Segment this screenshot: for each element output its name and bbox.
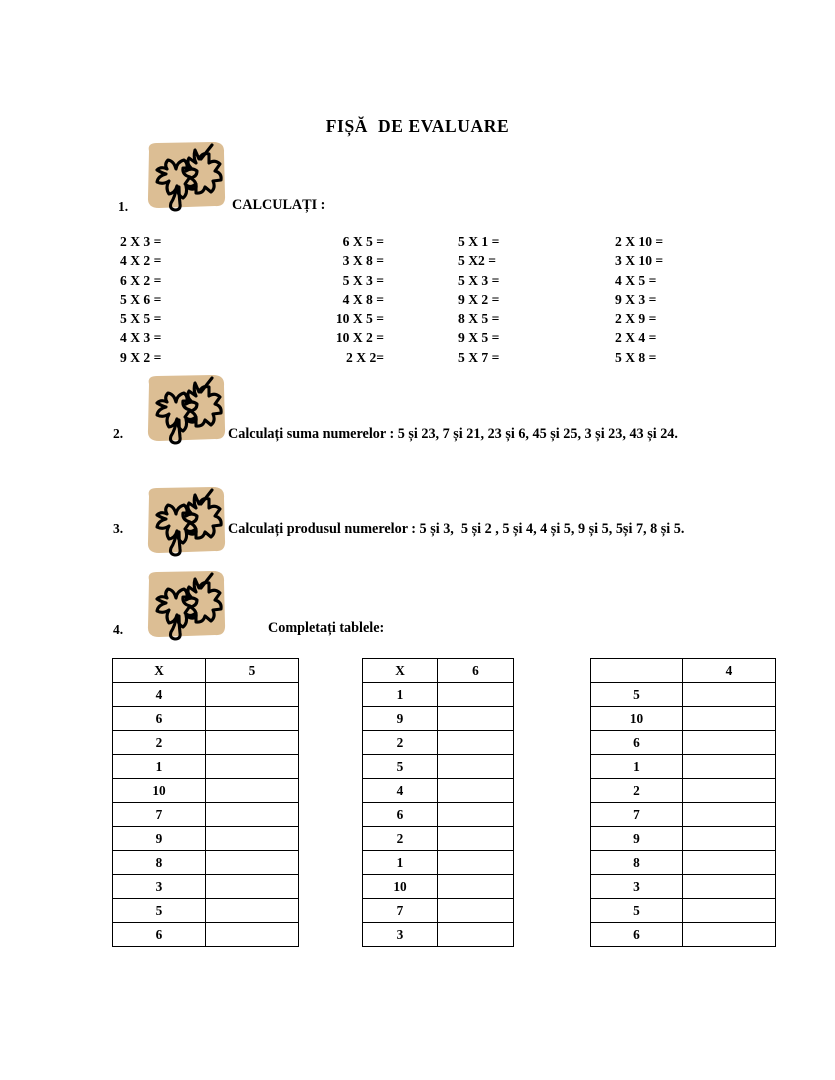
table-row <box>591 683 776 707</box>
autumn-leaves-icon <box>139 372 231 446</box>
table-row <box>591 875 776 899</box>
table-header-operand <box>591 659 683 683</box>
table-row <box>113 731 299 755</box>
table-cell-operand: 2 <box>591 779 683 803</box>
table-cell-answer[interactable] <box>438 827 514 851</box>
exercise-number-2: 2. <box>113 426 124 441</box>
table-cell-operand: 9 <box>113 827 206 851</box>
table-cell-operand: 5 <box>591 899 683 923</box>
table-header-multiplier: 6 <box>438 659 514 683</box>
table-row <box>363 875 514 899</box>
table-cell-operand: 1 <box>363 683 438 707</box>
exercise-prompt-2: Calculați suma numerelor : 5 și 23, 7 și 21, 23 și 6, 45 și 25, 3 și 23, 43 și 24. <box>228 426 678 442</box>
table-row <box>363 731 514 755</box>
calc-item: 10 X 2 = <box>335 330 384 346</box>
calc-item: 4 X 3 = <box>120 330 162 346</box>
table-row <box>363 779 514 803</box>
exercise-number-4: 4. <box>113 622 124 637</box>
table-cell-answer[interactable] <box>206 803 299 827</box>
calc-item: 10 X 5 = <box>335 311 384 327</box>
table-cell-answer[interactable] <box>206 827 299 851</box>
table-cell-operand: 7 <box>591 803 683 827</box>
table-row <box>113 851 299 875</box>
exercise-number-1: 1. <box>118 199 129 214</box>
calc-item: 5 X 7 = <box>458 349 500 365</box>
exercise-number-3: 3. <box>113 521 124 536</box>
autumn-leaves-icon <box>139 484 231 558</box>
calc-item: 4 X 8 = <box>342 291 384 307</box>
table-header-multiplier: 4 <box>683 659 776 683</box>
table-row <box>591 779 776 803</box>
table-cell-operand: 4 <box>113 683 206 707</box>
table-cell-operand: 10 <box>113 779 206 803</box>
table-row <box>363 899 514 923</box>
table-cell-operand: 3 <box>363 923 438 947</box>
calc-item: 4 X 2 = <box>120 253 162 269</box>
table-row <box>113 755 299 779</box>
table-cell-operand: 1 <box>591 755 683 779</box>
calc-item: 5 X 6 = <box>120 291 162 307</box>
table-cell-operand: 5 <box>591 683 683 707</box>
table-cell-answer[interactable] <box>438 779 514 803</box>
exercise-prompt-4: Completați tablele: <box>268 620 385 636</box>
table-cell-answer[interactable] <box>438 875 514 899</box>
table-cell-operand: 7 <box>363 899 438 923</box>
table-cell-operand: 7 <box>113 803 206 827</box>
table-cell-answer[interactable] <box>438 707 514 731</box>
table-header-multiplier: 5 <box>206 659 299 683</box>
calc-item: 9 X 5 = <box>458 330 500 346</box>
table-cell-operand: 6 <box>113 923 206 947</box>
table-cell-answer[interactable] <box>206 851 299 875</box>
table-row <box>363 755 514 779</box>
table-cell-operand: 6 <box>591 923 683 947</box>
table-cell-operand: 4 <box>363 779 438 803</box>
exercise-prompt-3: Calculați produsul numerelor : 5 și 3, 5 și 2 , 5 și 4, 4 și 5, 9 și 5, 5și 7, 8 și 5. <box>228 521 685 537</box>
table-header-row <box>363 659 514 683</box>
table-cell-operand: 10 <box>591 707 683 731</box>
table-cell-answer[interactable] <box>683 755 776 779</box>
table-cell-answer[interactable] <box>438 923 514 947</box>
page-title: FIȘĂ DE EVALUARE <box>325 116 510 136</box>
calc-item: 2 X 3 = <box>120 234 162 249</box>
table-cell-answer[interactable] <box>206 779 299 803</box>
multiplication-table-2 <box>362 658 514 947</box>
table-cell-operand: 1 <box>363 851 438 875</box>
table-row <box>113 923 299 947</box>
table-cell-answer[interactable] <box>206 707 299 731</box>
table-cell-answer[interactable] <box>438 851 514 875</box>
table-cell-operand: 2 <box>363 731 438 755</box>
table-row <box>591 803 776 827</box>
table-row <box>591 707 776 731</box>
table-cell-answer[interactable] <box>206 755 299 779</box>
calc-item: 5 X 8 = <box>615 349 657 365</box>
table-cell-operand: 3 <box>113 875 206 899</box>
table-row <box>363 683 514 707</box>
table-header-row <box>113 659 299 683</box>
table-cell-operand: 10 <box>363 875 438 899</box>
calc-item: 5 X 3 = <box>458 272 500 288</box>
table-cell-answer[interactable] <box>438 683 514 707</box>
table-cell-operand: 5 <box>363 755 438 779</box>
table-cell-answer[interactable] <box>683 923 776 947</box>
table-cell-answer[interactable] <box>438 803 514 827</box>
table-cell-answer[interactable] <box>683 803 776 827</box>
table-cell-operand: 6 <box>363 803 438 827</box>
table-row <box>113 779 299 803</box>
table-cell-answer[interactable] <box>683 707 776 731</box>
table-row <box>363 851 514 875</box>
table-cell-answer[interactable] <box>683 875 776 899</box>
calc-item: 9 X 3 = <box>615 291 657 307</box>
table-cell-operand: 1 <box>113 755 206 779</box>
table-header-operand: X <box>363 659 438 683</box>
table-row <box>363 923 514 947</box>
table-row <box>113 707 299 731</box>
exercise-prompt-1: CALCULAȚI : <box>232 197 326 213</box>
table-cell-answer[interactable] <box>683 827 776 851</box>
calc-item: 5 X 1 = <box>458 234 500 249</box>
calc-item: 2 X 2= <box>346 349 384 365</box>
multiplication-table-1 <box>112 658 299 947</box>
calculations-column-4 <box>615 232 663 367</box>
calc-item: 2 X 10 = <box>615 234 664 249</box>
table-cell-answer[interactable] <box>683 899 776 923</box>
calc-item: 3 X 8 = <box>342 253 384 269</box>
table-row <box>113 875 299 899</box>
table-cell-operand: 2 <box>363 827 438 851</box>
table-row <box>113 803 299 827</box>
table-row <box>591 851 776 875</box>
calc-item: 5 X 5 = <box>120 311 162 327</box>
table-cell-answer[interactable] <box>206 923 299 947</box>
calc-item: 8 X 5 = <box>458 311 500 327</box>
table-row <box>591 731 776 755</box>
autumn-leaves-icon <box>139 568 231 642</box>
calculations-column-2 <box>292 232 384 367</box>
calc-item: 3 X 10 = <box>615 253 664 269</box>
table-row <box>113 827 299 851</box>
calc-item: 2 X 9 = <box>615 311 657 327</box>
table-row <box>363 707 514 731</box>
table-row <box>113 899 299 923</box>
calc-item: 6 X 2 = <box>120 272 162 288</box>
table-row <box>591 899 776 923</box>
table-row <box>113 683 299 707</box>
calc-item: 9 X 2 = <box>458 291 500 307</box>
table-cell-answer[interactable] <box>683 851 776 875</box>
table-cell-answer[interactable] <box>683 779 776 803</box>
calculations-column-1 <box>120 232 161 367</box>
table-row <box>591 923 776 947</box>
calc-item: 6 X 5 = <box>342 234 384 249</box>
table-cell-operand: 8 <box>591 851 683 875</box>
table-cell-answer[interactable] <box>206 875 299 899</box>
table-row <box>591 755 776 779</box>
calc-item: 4 X 5 = <box>615 272 657 288</box>
table-cell-answer[interactable] <box>683 731 776 755</box>
table-cell-operand: 8 <box>113 851 206 875</box>
table-row <box>591 827 776 851</box>
table-cell-operand: 6 <box>591 731 683 755</box>
table-cell-answer[interactable] <box>438 755 514 779</box>
table-cell-operand: 3 <box>591 875 683 899</box>
table-cell-answer[interactable] <box>683 683 776 707</box>
calc-item: 5 X2 = <box>458 253 496 269</box>
table-cell-answer[interactable] <box>438 731 514 755</box>
calc-item: 9 X 2 = <box>120 349 162 365</box>
table-cell-answer[interactable] <box>206 731 299 755</box>
table-row <box>363 803 514 827</box>
table-cell-operand: 6 <box>113 707 206 731</box>
table-cell-operand: 2 <box>113 731 206 755</box>
table-header-row <box>591 659 776 683</box>
table-cell-answer[interactable] <box>438 899 514 923</box>
table-cell-operand: 5 <box>113 899 206 923</box>
calc-item: 2 X 4 = <box>615 330 657 346</box>
table-header-operand: X <box>113 659 206 683</box>
table-cell-answer[interactable] <box>206 899 299 923</box>
calc-item: 5 X 3 = <box>342 272 384 288</box>
autumn-leaves-icon <box>139 139 231 213</box>
table-cell-operand: 9 <box>363 707 438 731</box>
table-cell-operand: 9 <box>591 827 683 851</box>
table-row <box>363 827 514 851</box>
multiplication-table-3 <box>590 658 776 947</box>
calculations-column-3 <box>458 232 499 367</box>
table-cell-answer[interactable] <box>206 683 299 707</box>
